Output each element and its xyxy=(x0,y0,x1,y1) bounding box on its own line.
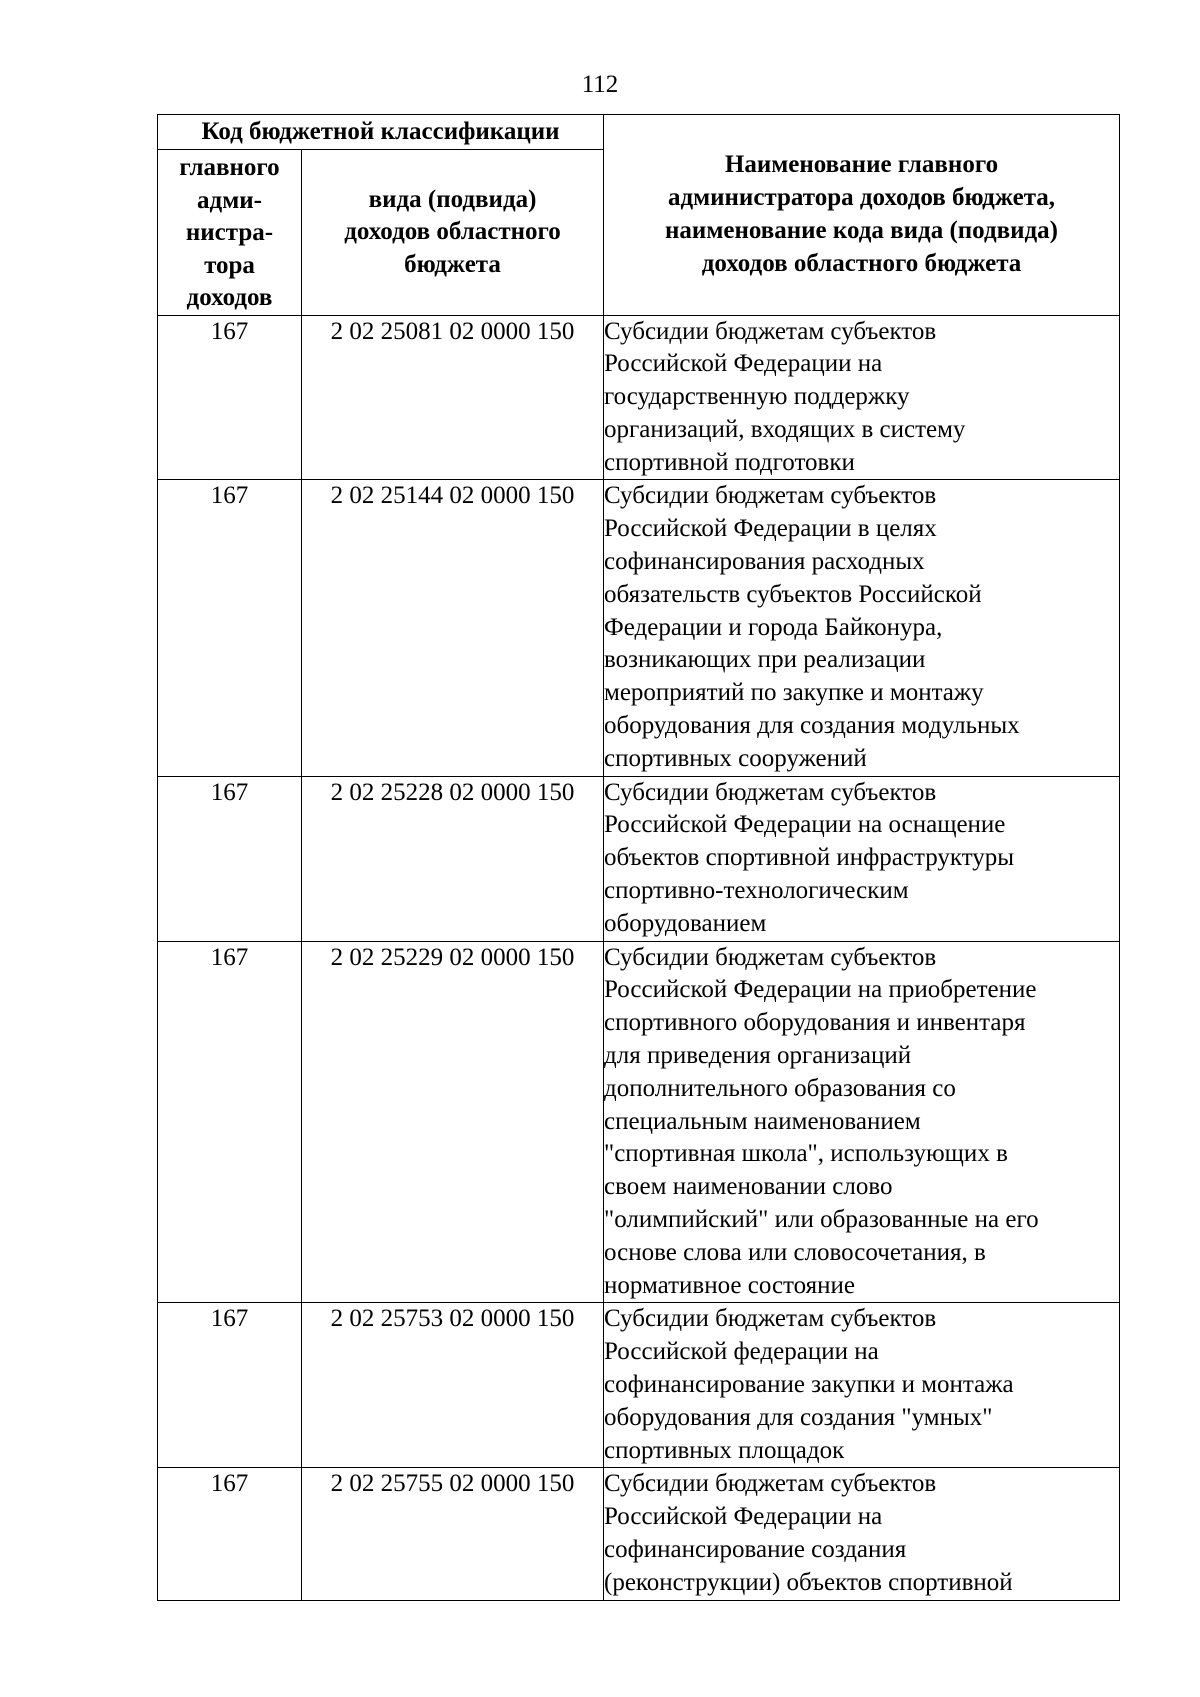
revenue-code-cell: 2 02 25081 02 0000 150 xyxy=(302,315,604,480)
revenue-name-text: Субсидии бюджетам субъектов Российской Федерации на приобретение спортивного оборудования и инвентаря для приведения организаций дополнительного образования со специальным наименованием "спортивная школа", использующих в своем наименовании слово "олимпийский" или образованные на его основе слова или словосочетания, в нормативное состояние xyxy=(604,943,1039,1299)
table-row xyxy=(158,1468,1120,1600)
revenue-name-cell xyxy=(604,480,1120,776)
header-admin-column xyxy=(158,150,302,316)
budget-classification-table xyxy=(157,114,1120,1601)
header-budget-classification-code: Код бюджетной классификации xyxy=(158,115,604,150)
admin-code-cell: 167 xyxy=(158,1468,302,1600)
header-row-group xyxy=(158,115,1120,150)
revenue-name-text: Субсидии бюджетам субъектов Российской Федерации на государственную поддержку организаций, входящих в систему спортивной подготовки xyxy=(604,317,966,476)
revenue-code-cell: 2 02 25755 02 0000 150 xyxy=(302,1468,604,1600)
revenue-name-cell xyxy=(604,941,1120,1303)
revenue-code-cell: 2 02 25228 02 0000 150 xyxy=(302,776,604,941)
revenue-name-cell xyxy=(604,1303,1120,1468)
revenue-name-text: Субсидии бюджетам субъектов Российской Федерации на софинансирование создания (реконструкции) объектов спортивной xyxy=(604,1470,1013,1596)
revenue-name-text: Субсидии бюджетам субъектов Российской Федерации в целях софинансирования расходных обязательств субъектов Российской Федерации и города Байконура, возникающих при реализации мероприятий по закупке и монтажу оборудования для создания модульных спортивных сооружений xyxy=(604,482,1020,772)
revenue-name-text: Субсидии бюджетам субъектов Российской федерации на софинансирование закупки и монтажа оборудования для создания "умных" спортивных площадок xyxy=(604,1305,1014,1464)
revenue-name-cell xyxy=(604,1468,1120,1600)
revenue-name-cell xyxy=(604,315,1120,480)
table-row xyxy=(158,1303,1120,1468)
table-row xyxy=(158,315,1120,480)
table-header xyxy=(158,115,1120,316)
header-admin-text: главного адми- нистра- тора доходов xyxy=(179,154,280,311)
admin-code-cell: 167 xyxy=(158,1303,302,1468)
admin-code-cell: 167 xyxy=(158,315,302,480)
header-code-column xyxy=(302,150,604,316)
page-number: 112 xyxy=(581,71,619,98)
header-name-column xyxy=(604,115,1120,316)
admin-code-cell: 167 xyxy=(158,776,302,941)
revenue-code-cell: 2 02 25229 02 0000 150 xyxy=(302,941,604,1303)
header-name-text: Наименование главного администратора доходов бюджета, наименование кода вида (подвида) доходов областного бюджета xyxy=(665,151,1058,277)
revenue-name-cell xyxy=(604,776,1120,941)
revenue-name-text: Субсидии бюджетам субъектов Российской Федерации на оснащение объектов спортивной инфраструктуры спортивно-технологическим оборудованием xyxy=(604,778,1015,937)
admin-code-cell: 167 xyxy=(158,480,302,776)
table-row xyxy=(158,776,1120,941)
revenue-code-cell: 2 02 25753 02 0000 150 xyxy=(302,1303,604,1468)
admin-code-cell: 167 xyxy=(158,941,302,1303)
header-code-text: вида (подвида) доходов областного бюджета xyxy=(344,185,561,278)
table-row xyxy=(158,480,1120,776)
revenue-code-cell: 2 02 25144 02 0000 150 xyxy=(302,480,604,776)
table-body xyxy=(158,315,1120,1600)
table-row xyxy=(158,941,1120,1303)
